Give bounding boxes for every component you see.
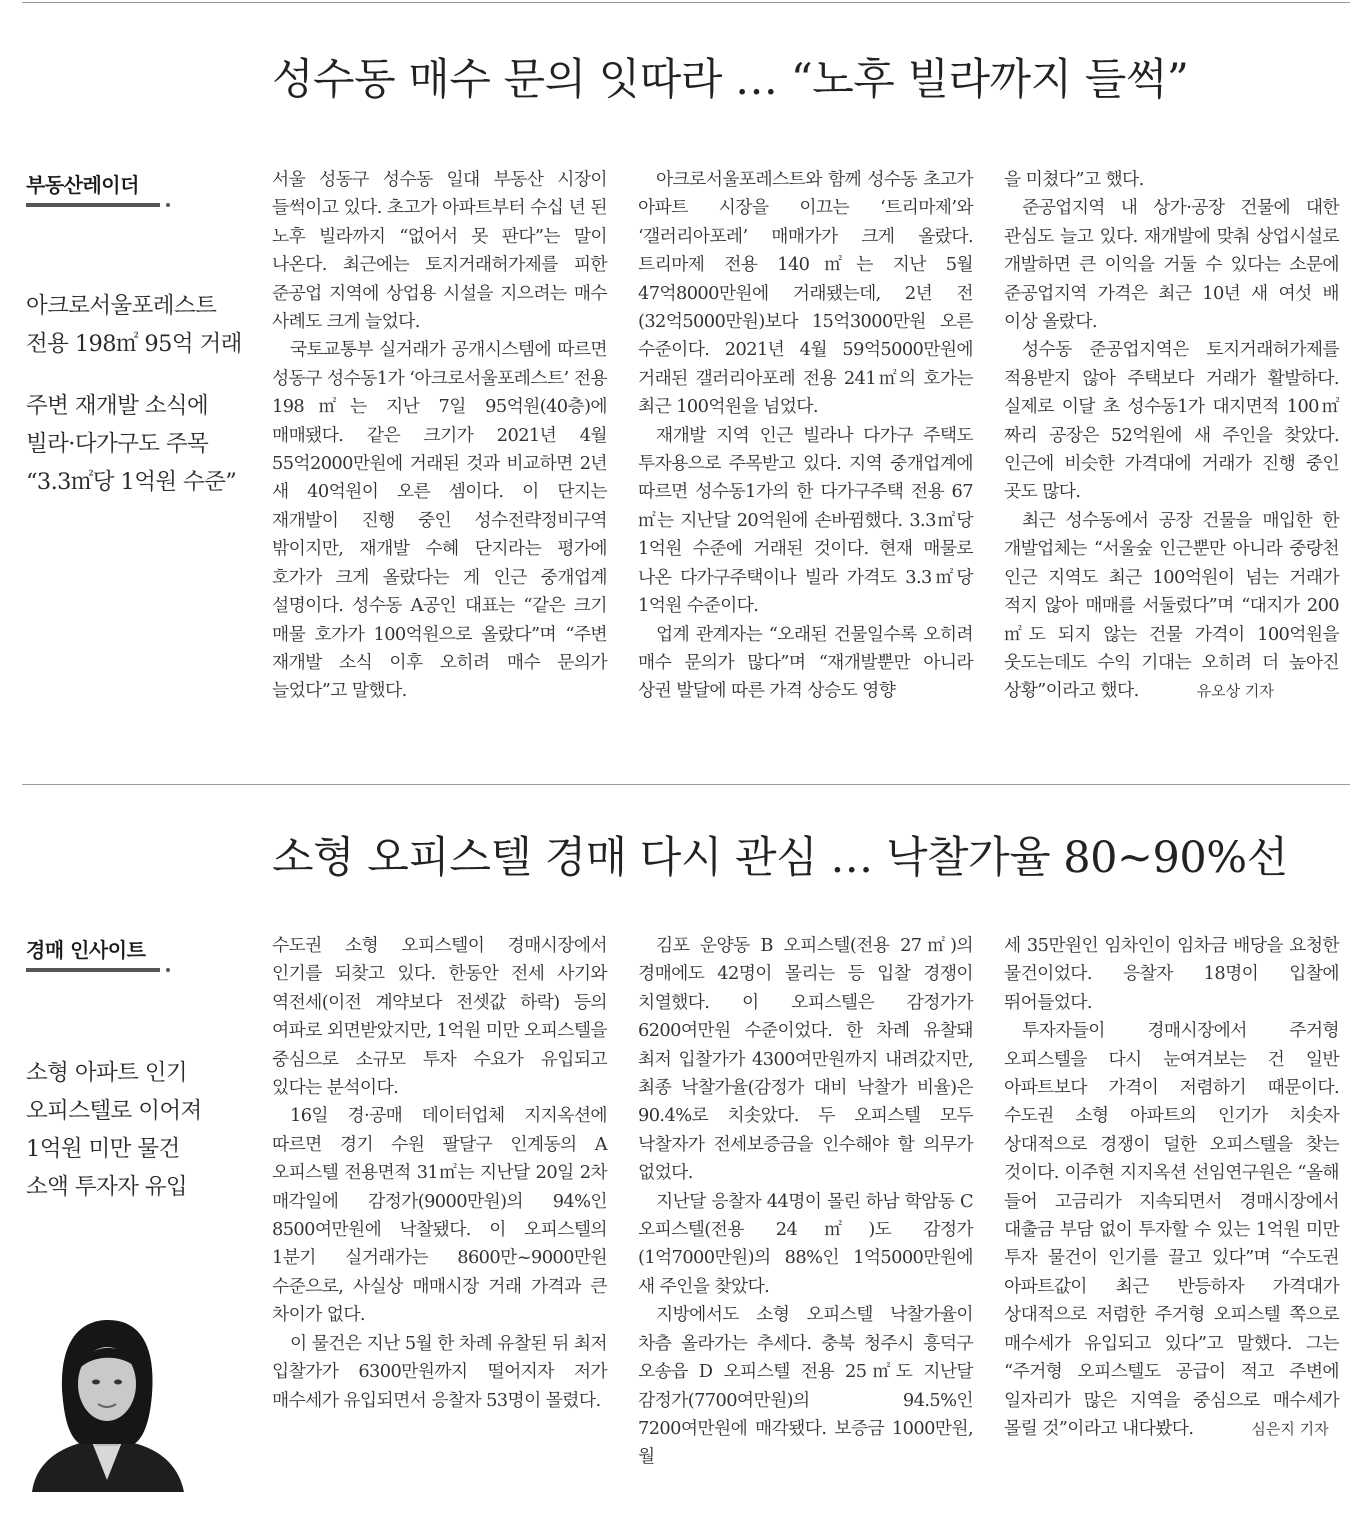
article2-paragraph: 지방에서도 소형 오피스텔 낙찰가율이 차츰 올라가는 추세다. 충북 청주시 흥덕구 오송읍 D 오피스텔 전용 25㎡도 지난달 감정가(7700여만원)의 94.5%인 7200여만원에 매각됐다. 보증금 1000만원, 월 — [638, 1304, 973, 1468]
article1-paragraph: 을 미쳤다”고 했다. — [1004, 169, 1144, 190]
article1-subheads — [26, 287, 260, 501]
article1-label-underline — [26, 203, 160, 207]
article1-paragraph: 아크로서울포레스트와 함께 성수동 초고가 아파트 시장을 이끄는 ‘트리마제’와 ‘갤러리아포레’ 매매가가 크게 올랐다. 트리마제 전용 140㎡는 지난 5월 47억8000만원에 거래됐는데, 2년 전(32억5000만원)보다 15억3000만원 오른 수준이다. 2021년 4월 59억5000만원에 거래된 갤러리아포레 전용 241㎡의 호가는 최근 100억원을 넘었다. — [638, 169, 973, 418]
article2-column-3 — [1004, 932, 1339, 1443]
article1-subhead-line: 빌라·다가구도 주목 — [26, 431, 209, 457]
article1-column-1 — [272, 166, 607, 706]
article2-paragraph: 김포 운양동 B 오피스텔(전용 27㎡)의 경매에도 42명이 몰리는 등 입찰 경쟁이 치열했다. 이 오피스텔은 감정가가 6200여만원 수준이었다. 한 차례 유찰돼 최저 입찰가가 4300여만원까지 내려갔지만, 최종 낙찰가율(감정가 대비 낙찰가 비율)은 90.4%로 치솟았다. 두 오피스텔 모두 낙찰자가 전세보증금을 인수해야 할 의무가 없었다. — [638, 935, 973, 1184]
article2-subhead-line: 1억원 미만 물건 — [26, 1136, 180, 1162]
article2-paragraph: 세 35만원인 임차인이 임차금 배당을 요청한 물건이었다. 응찰자 18명이 입찰에 뛰어들었다. — [1004, 935, 1339, 1013]
article1-label-dot — [166, 203, 170, 207]
article2-subhead-line: 소액 투자자 유입 — [26, 1174, 188, 1200]
top-rule — [22, 2, 1350, 3]
article2-paragraph: 지난달 응찰자 44명이 몰린 하남 학암동 C 오피스텔(전용 24㎡)도 감정가(1억7000만원)의 88%인 1억5000만원에 새 주인을 찾았다. — [638, 1190, 973, 1297]
article1-subhead-line: 주변 재개발 소식에 — [26, 393, 209, 419]
article1-paragraph: 국토교통부 실거래가 공개시스템에 따르면 성동구 성수동1가 ‘아크로서울포레스트’ 전용 198㎡는 지난 7일 95억원(40층)에 매매됐다. 같은 크기가 2021년 4월 55억2000만원에 거래된 것과 비교하면 2년 새 40억원이 오른 셈이다. 이 단지는 재개발이 진행 중인 성수전략정비구역 밖이지만, 재개발 수혜 단지라는 평가에 호가가 크게 올랐다는 게 인근 중개업계 설명이다. 성수동 A공인 대표는 “같은 크기 매물 호가가 100억원으로 올랐다”며 “주변 재개발 소식 이후 오히려 매수 문의가 늘었다”고 말했다. — [272, 339, 607, 702]
article2-subheads — [26, 1054, 260, 1206]
article2-label-underline — [26, 968, 160, 972]
article1-paragraph: 성수동 준공업지역은 토지거래허가제를 적용받지 않아 주택보다 거래가 활발하다. 실제로 이달 초 성수동1가 대지면적 100㎡짜리 공장은 52억원에 새 주인을 찾았다. 인근에 비슷한 가격대에 거래가 진행 중인 곳도 많다. — [1004, 339, 1339, 503]
article2-subhead-line: 오피스텔로 이어져 — [26, 1098, 202, 1124]
article1-byline: 유오상 기자 — [1196, 682, 1274, 701]
article2-label-dot — [166, 968, 170, 972]
article1-paragraph: 재개발 지역 인근 빌라나 다가구 주택도 투자용으로 주목받고 있다. 지역 중개업계에 따르면 성수동1가의 한 다가구주택 전용 67㎡는 지난달 20억원에 손바뀜했다. 3.3㎡당 1억원 수준에 거래된 것이다. 현재 매물로 나온 다가구주택이나 빌라 가격도 3.3㎡당 1억원 수준이다. — [638, 424, 973, 617]
article2-subhead-line: 소형 아파트 인기 — [26, 1060, 188, 1086]
article2-byline: 심은지 기자 — [1251, 1419, 1329, 1438]
article1-subhead-line: 아크로서울포레스트 — [26, 293, 217, 319]
article2-headline: 소형 오피스텔 경매 다시 관심 … 낙찰가율 80~90%선 — [272, 833, 1288, 883]
article2-paragraph: 이 물건은 지난 5월 한 차례 유찰된 뒤 최저 입찰가가 6300만원까지 떨어지자 저가 매수세가 유입되면서 응찰자 53명이 몰렸다. — [272, 1332, 607, 1411]
article1-paragraph-last — [1004, 507, 1339, 706]
section-divider — [22, 784, 1350, 785]
article1-paragraph: 서울 성동구 성수동 일대 부동산 시장이 들썩이고 있다. 초고가 아파트부터 수십 년 된 노후 빌라까지 “없어서 못 판다”는 말이 나온다. 최근에는 토지거래허가제를 피한 준공업 지역에 상업용 시설을 지으려는 매수 사례도 크게 늘었다. — [272, 169, 607, 333]
article1-column-2 — [638, 166, 973, 706]
article2-column-2 — [638, 932, 973, 1472]
article1-section-label: 부동산레이더 — [26, 173, 139, 197]
article1-paragraph-text: 최근 성수동에서 공장 건물을 매입한 한 개발업체는 “서울숲 인근뿐만 아니라 중랑천 인근 지역도 최근 100억원이 넘는 거래가 적지 않아 매매를 서둘렀다”며 “대지가 200㎡도 되지 않는 건물 가격이 100억원을 웃도는데도 수익 기대는 오히려 더 높아진 상황”이라고 했다. — [1004, 509, 1339, 702]
article2-paragraph: 수도권 소형 오피스텔이 경매시장에서 인기를 되찾고 있다. 한동안 전세 사기와 역전세(이전 계약보다 전셋값 하락) 등의 여파로 외면받았지만, 1억원 미만 오피스텔을 중심으로 소규모 투자 수요가 유입되고 있다는 분석이다. — [272, 935, 607, 1099]
article2-paragraph-text: 투자자들이 경매시장에서 주거형 오피스텔을 다시 눈여겨보는 건 일반 아파트보다 가격이 저렴하기 때문이다. 수도권 소형 아파트의 인기가 치솟자 상대적으로 경쟁이 덜한 오피스텔을 찾는 것이다. 이주현 지지옥션 선임연구원은 “올해 들어 고금리가 지속되면서 경매시장에서 대출금 부담 없이 투자할 수 있는 1억원 미만 투자 물건이 인기를 끌고 있다”며 “수도권 아파트값이 최근 반등하자 가격대가 상대적으로 저렴한 주거형 오피스텔 쪽으로 매수세가 유입되고 있다”고 말했다. 그는 “주거형 오피스텔도 공급이 적고 주변에 일자리가 많은 지역을 중심으로 매수세가 몰릴 것”이라고 내다봤다. — [1004, 1020, 1339, 1439]
article1-subhead-line: “3.3㎡당 1억원 수준” — [26, 469, 237, 495]
article1-paragraph: 업계 관계자는 “오래된 건물일수록 오히려 매수 문의가 많다”며 “재개발뿐만 아니라 상권 발달에 따른 가격 상승도 영향 — [638, 623, 973, 702]
article1-paragraph: 준공업지역 내 상가·공장 건물에 대한 관심도 늘고 있다. 재개발에 맞춰 상업시설로 개발하면 큰 이익을 거둘 수 있다는 소문에 준공업지역 가격은 최근 10년 새 여섯 배 이상 올랐다. — [1004, 197, 1339, 333]
article2-section-label: 경매 인사이트 — [26, 938, 146, 962]
article2-column-1 — [272, 932, 607, 1415]
article1-column-3 — [1004, 166, 1339, 706]
article1-subhead-line: 전용 198㎡ 95억 거래 — [26, 331, 242, 357]
reporter-photo — [22, 1312, 192, 1492]
article2-paragraph-last — [1004, 1017, 1339, 1443]
article2-paragraph: 16일 경·공매 데이터업체 지지옥션에 따르면 경기 수원 팔달구 인계동의 A 오피스텔 전용면적 31㎡는 지난달 20일 2차 매각일에 감정가(9000만원)의 94%인 8500여만원에 낙찰됐다. 이 오피스텔의 1분기 실거래가는 8600만~9000만원 수준으로, 사실상 매매시장 거래 가격과 큰 차이가 없다. — [272, 1105, 607, 1326]
article1-headline: 성수동 매수 문의 잇따라 … “노후 빌라까지 들썩” — [272, 55, 1189, 105]
